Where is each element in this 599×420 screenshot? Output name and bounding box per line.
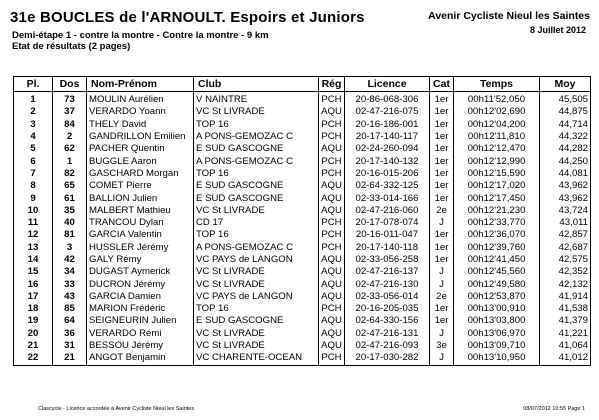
cell-temps: 00h12'02,690 (454, 106, 540, 118)
cell-moy: 42,132 (540, 278, 591, 290)
cell-moy: 41,538 (540, 303, 591, 315)
table-row (14, 180, 591, 192)
stage-description: Demi-étape 1 - contre la montre - Contre la montre - 9 km (12, 30, 269, 41)
cell-licence: 20-17-140-118 (345, 242, 430, 254)
footer-license: Clascycle - Licence accordée à Avenir Cycliste Nieul les Saintes (38, 406, 195, 412)
results-table (13, 76, 591, 366)
cell-licence: 02-64-330-156 (345, 315, 430, 327)
cell-club: A PONS-GEMOZAC C (194, 155, 319, 167)
cell-reg: AQU (319, 180, 345, 192)
column-header-moy: Moy (540, 77, 591, 92)
cell-cat: 1er (430, 192, 454, 204)
cell-moy: 41,012 (540, 352, 591, 365)
cell-nom: THELY David (87, 119, 194, 131)
table-row (14, 303, 591, 315)
table-row (14, 229, 591, 241)
cell-licence: 20-17-030-282 (345, 352, 430, 365)
cell-dos: 34 (53, 266, 87, 278)
cell-reg: PCH (319, 229, 345, 241)
cell-pl: 5 (14, 143, 53, 155)
cell-nom: VERARDO Yoann (87, 106, 194, 118)
cell-club: VC St LIVRADE (194, 328, 319, 340)
cell-moy: 43,011 (540, 217, 591, 229)
cell-club: E SUD GASCOGNE (194, 315, 319, 327)
cell-nom: MOULIN Aurélien (87, 92, 194, 107)
cell-nom: GARCIA Damien (87, 291, 194, 303)
cell-club: TOP 16 (194, 119, 319, 131)
cell-moy: 43,724 (540, 205, 591, 217)
cell-moy: 44,322 (540, 131, 591, 143)
table-row (14, 242, 591, 254)
cell-temps: 00h12'17,450 (454, 192, 540, 204)
table-row (14, 278, 591, 290)
cell-reg: PCH (319, 352, 345, 365)
report-subtitle: Etat de résultats (2 pages) (12, 41, 131, 52)
table-row (14, 92, 591, 107)
cell-nom: GALY Rémy (87, 254, 194, 266)
cell-cat: 2e (430, 291, 454, 303)
cell-reg: AQU (319, 340, 345, 352)
cell-temps: 00h12'33,770 (454, 217, 540, 229)
cell-reg: PCH (319, 168, 345, 180)
cell-temps: 00h13'06,970 (454, 328, 540, 340)
cell-reg: AQU (319, 192, 345, 204)
cell-pl: 19 (14, 315, 53, 327)
cell-moy: 44,714 (540, 119, 591, 131)
cell-licence: 02-24-260-094 (345, 143, 430, 155)
cell-reg: AQU (319, 278, 345, 290)
cell-dos: 84 (53, 119, 87, 131)
cell-moy: 41,064 (540, 340, 591, 352)
cell-dos: 73 (53, 92, 87, 107)
cell-club: E SUD GASCOGNE (194, 192, 319, 204)
cell-nom: SEIGNEURIN Julien (87, 315, 194, 327)
cell-pl: 16 (14, 278, 53, 290)
cell-reg: AQU (319, 315, 345, 327)
cell-pl: 20 (14, 328, 53, 340)
cell-temps: 00h12'15,590 (454, 168, 540, 180)
cell-cat: 1er (430, 303, 454, 315)
table-row (14, 119, 591, 131)
cell-nom: HUSSLER Jérémy (87, 242, 194, 254)
cell-licence: 20-16-186-001 (345, 119, 430, 131)
cell-licence: 02-33-014-166 (345, 192, 430, 204)
cell-temps: 00h12'12,470 (454, 143, 540, 155)
cell-nom: BESSOU Jérémy (87, 340, 194, 352)
table-row (14, 168, 591, 180)
cell-moy: 41,914 (540, 291, 591, 303)
cell-reg: PCH (319, 131, 345, 143)
cell-club: VC PAYS de LANGON (194, 291, 319, 303)
column-header-club: Club (194, 77, 319, 92)
table-row (14, 217, 591, 229)
cell-dos: 65 (53, 180, 87, 192)
cell-club: VC PAYS de LANGON (194, 254, 319, 266)
cell-reg: PCH (319, 119, 345, 131)
cell-reg: AQU (319, 254, 345, 266)
cell-moy: 42,575 (540, 254, 591, 266)
column-header-cat: Cat (430, 77, 454, 92)
cell-moy: 45,505 (540, 92, 591, 107)
cell-licence: 20-17-140-132 (345, 155, 430, 167)
table-row (14, 131, 591, 143)
cell-dos: 40 (53, 217, 87, 229)
cell-club: A PONS-GEMOZAC C (194, 131, 319, 143)
cell-dos: 35 (53, 205, 87, 217)
cell-dos: 42 (53, 254, 87, 266)
table-row (14, 315, 591, 327)
cell-reg: AQU (319, 328, 345, 340)
cell-club: VC St LIVRADE (194, 205, 319, 217)
table-row (14, 328, 591, 340)
cell-dos: 3 (53, 242, 87, 254)
cell-club: VC St LIVRADE (194, 266, 319, 278)
cell-licence: 02-47-216-130 (345, 278, 430, 290)
cell-club: TOP 16 (194, 229, 319, 241)
table-row (14, 254, 591, 266)
cell-pl: 4 (14, 131, 53, 143)
cell-nom: VERARDO Rémi (87, 328, 194, 340)
cell-pl: 8 (14, 180, 53, 192)
cell-licence: 20-16-205-035 (345, 303, 430, 315)
event-date: 8 Juillet 2012 (529, 25, 586, 35)
table-header-row (14, 77, 591, 92)
cell-dos: 85 (53, 303, 87, 315)
cell-temps: 00h12'41,450 (454, 254, 540, 266)
cell-cat: J (430, 328, 454, 340)
document-title: 31e BOUCLES de l'ARNOULT. Espoirs et Juniors (10, 9, 365, 26)
cell-moy: 42,352 (540, 266, 591, 278)
cell-reg: AQU (319, 291, 345, 303)
cell-reg: PCH (319, 242, 345, 254)
cell-dos: 37 (53, 106, 87, 118)
cell-club: CD 17 (194, 217, 319, 229)
cell-dos: 81 (53, 229, 87, 241)
cell-temps: 00h13'00,910 (454, 303, 540, 315)
cell-pl: 22 (14, 352, 53, 365)
cell-pl: 13 (14, 242, 53, 254)
cell-dos: 33 (53, 278, 87, 290)
cell-nom: MALBERT Mathieu (87, 205, 194, 217)
cell-pl: 15 (14, 266, 53, 278)
cell-temps: 00h12'17,020 (454, 180, 540, 192)
cell-nom: PACHER Quentin (87, 143, 194, 155)
cell-cat: 2e (430, 205, 454, 217)
cell-dos: 61 (53, 192, 87, 204)
cell-temps: 00h12'12,990 (454, 155, 540, 167)
cell-moy: 41,379 (540, 315, 591, 327)
cell-dos: 64 (53, 315, 87, 327)
column-header-reg: Rég (319, 77, 345, 92)
table-row (14, 340, 591, 352)
cell-licence: 02-47-216-093 (345, 340, 430, 352)
cell-licence: 02-64-332-125 (345, 180, 430, 192)
cell-temps: 00h13'09,710 (454, 340, 540, 352)
table-row (14, 143, 591, 155)
cell-cat: J (430, 278, 454, 290)
cell-licence: 20-16-015-206 (345, 168, 430, 180)
cell-nom: GARCIA Valentin (87, 229, 194, 241)
column-header-temps: Temps (454, 77, 540, 92)
cell-nom: BUGGLE Aaron (87, 155, 194, 167)
table-row (14, 266, 591, 278)
cell-dos: 2 (53, 131, 87, 143)
cell-licence: 02-47-216-060 (345, 205, 430, 217)
cell-cat: 1er (430, 242, 454, 254)
cell-club: A PONS-GEMOZAC C (194, 242, 319, 254)
organizer-name: Avenir Cycliste Nieul les Saintes (428, 10, 590, 22)
cell-temps: 00h12'36,070 (454, 229, 540, 241)
column-header-nom: Nom-Prénom (87, 77, 194, 92)
cell-moy: 44,282 (540, 143, 591, 155)
cell-nom: DUCRON Jérémy (87, 278, 194, 290)
cell-pl: 10 (14, 205, 53, 217)
cell-temps: 00h12'04,200 (454, 119, 540, 131)
cell-cat: 1er (430, 143, 454, 155)
cell-moy: 43,962 (540, 180, 591, 192)
cell-moy: 44,081 (540, 168, 591, 180)
cell-licence: 20-86-068-306 (345, 92, 430, 107)
cell-temps: 00h12'45,560 (454, 266, 540, 278)
cell-moy: 44,250 (540, 155, 591, 167)
cell-cat: 1er (430, 315, 454, 327)
cell-dos: 62 (53, 143, 87, 155)
cell-club: VC CHARENTE-OCEAN (194, 352, 319, 365)
cell-temps: 00h11'52,050 (454, 92, 540, 107)
cell-nom: ANGOT Benjamin (87, 352, 194, 365)
cell-club: E SUD GASCOGNE (194, 143, 319, 155)
column-header-licence: Licence (345, 77, 430, 92)
cell-reg: AQU (319, 205, 345, 217)
cell-club: TOP 16 (194, 168, 319, 180)
cell-pl: 2 (14, 106, 53, 118)
cell-reg: PCH (319, 92, 345, 107)
cell-temps: 00h12'53,870 (454, 291, 540, 303)
cell-cat: 1er (430, 155, 454, 167)
cell-cat: 1er (430, 180, 454, 192)
cell-licence: 02-33-056-258 (345, 254, 430, 266)
cell-nom: TRANCOU Dylan (87, 217, 194, 229)
cell-licence: 02-47-216-131 (345, 328, 430, 340)
cell-licence: 02-33-056-014 (345, 291, 430, 303)
cell-pl: 11 (14, 217, 53, 229)
cell-pl: 7 (14, 168, 53, 180)
cell-nom: GASCHARD Morgan (87, 168, 194, 180)
table-row (14, 155, 591, 167)
column-header-dos: Dos (53, 77, 87, 92)
cell-pl: 12 (14, 229, 53, 241)
cell-reg: AQU (319, 143, 345, 155)
cell-cat: J (430, 217, 454, 229)
cell-club: E SUD GASCOGNE (194, 180, 319, 192)
cell-temps: 00h12'39,760 (454, 242, 540, 254)
table-row (14, 205, 591, 217)
cell-pl: 6 (14, 155, 53, 167)
cell-reg: AQU (319, 106, 345, 118)
cell-nom: BALLION Julien (87, 192, 194, 204)
cell-cat: 1er (430, 131, 454, 143)
cell-temps: 00h13'10,950 (454, 352, 540, 365)
cell-club: VC St LIVRADE (194, 278, 319, 290)
cell-dos: 1 (53, 155, 87, 167)
cell-licence: 02-47-216-075 (345, 106, 430, 118)
table-row (14, 291, 591, 303)
cell-cat: 1er (430, 168, 454, 180)
cell-moy: 41,221 (540, 328, 591, 340)
cell-dos: 31 (53, 340, 87, 352)
cell-licence: 20-17-078-074 (345, 217, 430, 229)
cell-pl: 9 (14, 192, 53, 204)
cell-club: VC St LIVRADE (194, 106, 319, 118)
cell-cat: 3e (430, 340, 454, 352)
footer-timestamp: 08/07/2012 10:55 Page 1 (523, 406, 585, 412)
cell-licence: 20-16-011-047 (345, 229, 430, 241)
cell-cat: 1er (430, 254, 454, 266)
cell-dos: 36 (53, 328, 87, 340)
cell-dos: 43 (53, 291, 87, 303)
cell-reg: PCH (319, 303, 345, 315)
cell-moy: 42,857 (540, 229, 591, 241)
cell-cat: 1er (430, 119, 454, 131)
cell-cat: 1er (430, 106, 454, 118)
column-header-pl: Pl. (14, 77, 53, 92)
cell-pl: 17 (14, 291, 53, 303)
cell-cat: 1er (430, 92, 454, 107)
results-body (14, 92, 591, 366)
cell-reg: PCH (319, 217, 345, 229)
cell-licence: 02-47-216-137 (345, 266, 430, 278)
cell-pl: 1 (14, 92, 53, 107)
cell-club: V NAINTRE (194, 92, 319, 107)
cell-dos: 21 (53, 352, 87, 365)
cell-nom: COMET Pierre (87, 180, 194, 192)
cell-pl: 3 (14, 119, 53, 131)
table-row (14, 352, 591, 365)
cell-moy: 42,687 (540, 242, 591, 254)
cell-pl: 14 (14, 254, 53, 266)
cell-cat: J (430, 266, 454, 278)
cell-temps: 00h12'11,810 (454, 131, 540, 143)
cell-club: VC St LIVRADE (194, 340, 319, 352)
cell-reg: PCH (319, 155, 345, 167)
cell-moy: 44,875 (540, 106, 591, 118)
cell-temps: 00h12'49,580 (454, 278, 540, 290)
cell-pl: 18 (14, 303, 53, 315)
table-row (14, 106, 591, 118)
cell-temps: 00h12'21,230 (454, 205, 540, 217)
cell-licence: 20-17-140-117 (345, 131, 430, 143)
cell-pl: 21 (14, 340, 53, 352)
cell-nom: GANDRILLON Emilien (87, 131, 194, 143)
cell-club: TOP 16 (194, 303, 319, 315)
cell-cat: J (430, 352, 454, 365)
cell-nom: MARION Frédéric (87, 303, 194, 315)
cell-nom: DUGAST Aymerick (87, 266, 194, 278)
table-row (14, 192, 591, 204)
cell-dos: 82 (53, 168, 87, 180)
cell-moy: 43,962 (540, 192, 591, 204)
cell-temps: 00h13'03,800 (454, 315, 540, 327)
cell-reg: AQU (319, 266, 345, 278)
cell-cat: 1er (430, 229, 454, 241)
